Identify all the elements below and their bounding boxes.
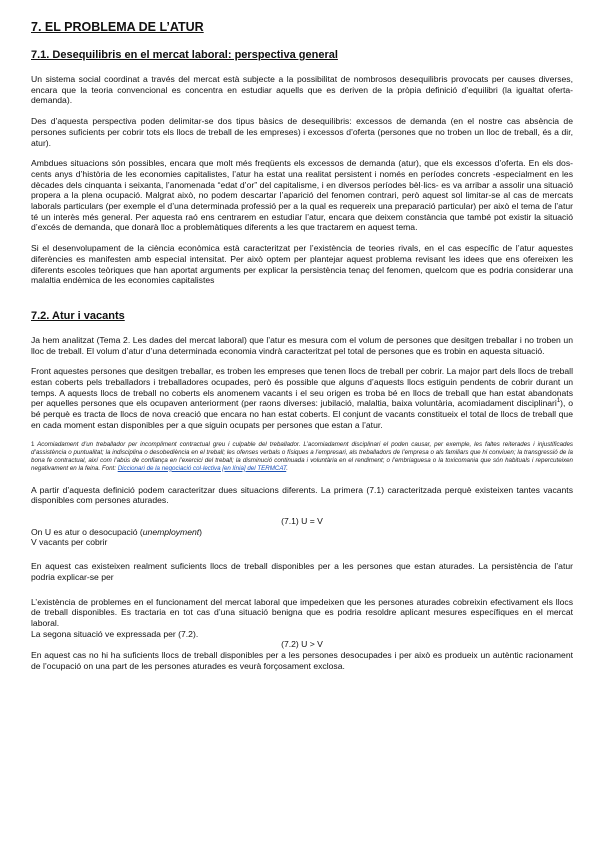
paragraph: En aquest cas no hi ha suficients llocs de treball disponibles per a les persones desocupades i per això es produeix un autèntic racionament de l’ocupació on una part de les persones aturades es veurà forçosament exclosa. — [31, 650, 573, 671]
chapter-title: 7. EL PROBLEMA DE L’ATUR — [31, 20, 204, 34]
definition-v: V vacants per cobrir — [31, 537, 108, 548]
paragraph-text: ), o bé perquè es tracta de llocs de nova creació que encara no han estat coberts. El conjunt de vacants constitueix el total de llocs de treball que en cada moment estan disponibles per a que siguin ocupats per persones que estan a l’atur. — [31, 398, 573, 430]
paragraph: Ambdues situacions són possibles, encara que molt més freqüents els excessos de demanda (atur), que els excessos d’oferta. En els dos-cents anys d’història de les economies capitalistes, l’atur ha estat una realitat persistent i només en períodes concrets -especialment en les dècades dels cinquanta i seixanta, l’anomenada “edat d’or” del capitalisme, i en diversos períodes bèl·lics- es va arribar a assolir una situació propera a la plena ocupació. Malgrat això, no podem descartar l’aparició del fenomen contrari, però aquest sol limitar-se al cas de mercats laborals particulars (per exemple el d’una determinada professió per a la qual es requereix una preparació particular) per això el tema de l’atur té un interès més general. Per aquesta raó ens centrarem en estudiar l’atur, encara que deixem constància que també pot existir la situació d’excés de demanda, que donarà lloc a problemàtiques diferents a les que tractarem en aquest tema. — [31, 158, 573, 233]
paragraph-text: Front aquestes persones que desitgen treballar, es troben les empreses que tenen llocs de treball per cobrir. La major part dels llocs de treball estan coberts pels treballadors i treballadores ocupades, però és possible que alguns d’aquests llocs estiguin pendents de cobrir durant un temps. A aquests llocs de treball no coberts els anomenem vacants i el seu origen es troba bé en llocs de treball que han estat abandonats per aquelles persones que els ocupaven anteriorment (per raons diverses: jubilació, malaltia, baixa voluntària, acomiadament disciplinari — [31, 366, 573, 409]
definition-u-term: unemployment — [142, 526, 200, 537]
formula-7-2: (7.2) U > V — [281, 639, 323, 650]
footnote-end: . — [286, 464, 288, 472]
footnote-link[interactable]: Diccionari de la negociació col·lectiva [en línia] del TERMCAT — [117, 464, 287, 472]
footnote-text: Acomiadament d’un treballador per incompliment contractual greu i culpable del treballador. L’acomiadament disciplinari el poden causar, per exemple, les faltes reiterades i injustificades d’assistència o puntualitat; la indisciplina o desobediència en el treball; les ofenses verbals o físiques a l’empresari, als treballadors de l’empresa o als familiars que hi conviuen; la transgressió de la bona fe contractual, així com l’abús de confiança en l’exercici del treball; la disminució continuada i voluntària en el rendiment; o l’embriaguesa o la toxicomania que són habituals i repercuteixen negativament en la feina. Font: — [31, 440, 573, 472]
section-heading-7-1: 7.1. Desequilibris en el mercat laboral: perspectiva general — [31, 49, 338, 61]
paragraph: Des d’aquesta perspectiva poden delimitar-se dos tipus bàsics de desequilibris: excessos de demanda (en el nostre cas absència de persones suficients per cobrir tots els llocs de treball de les empreses) i excessos d’oferta (persones que no troben un lloc de treball, és a dir, atur). — [31, 116, 573, 148]
definition-u-close: ) — [199, 526, 203, 537]
paragraph: L’existència de problemes en el funcionament del mercat laboral que impedeixen que les persones aturades cobreixin efectivament els llocs de treball disponibles. Es tractaria en tot cas d’una situació benigna que es podria resoldre aplicant mesures específiques en el mercat laboral. — [31, 596, 573, 628]
paragraph: La segona situació ve expressada per (7.2). — [31, 628, 199, 639]
definition-u-text: On U es atur o desocupació ( — [31, 526, 143, 537]
definition-u — [31, 527, 573, 538]
formula-7-1: (7.1) U = V — [281, 515, 323, 526]
footnote-number: 1 — [31, 440, 35, 448]
paragraph: En aquest cas existeixen realment suficients llocs de treball disponibles per a les persones que estan aturades. La persistència de l’atur podria explicar-se per — [31, 561, 573, 582]
document-page — [31, 20, 573, 681]
section-heading-7-2: 7.2. Atur i vacants — [31, 309, 125, 322]
footnote-marker: 1 — [556, 398, 561, 405]
paragraph — [31, 366, 573, 430]
paragraph: Ja hem analitzat (Tema 2. Les dades del mercat laboral) que l’atur es mesura com el volum de persones que desitgen treballar i no troben un lloc de treball. El volum d’atur d’una determinada economia vindrà caracteritzat pel total de persones que es trobin en aquesta situació. — [31, 334, 573, 356]
paragraph: A partir d’aquesta definició podem caracteritzar dues situacions diferents. La primera (7.1) caracteritzada perquè existeixen tantes vacants disponibles com persones aturades. — [31, 484, 573, 506]
footnote — [31, 441, 573, 473]
paragraph: Un sistema social coordinat a través del mercat està subjecte a la possibilitat de nombrosos desequilibris provocats per causes diverses, encara que la teoria convencional es concentra en estudiar aquells que es deriven de la pròpia definició d’equilibri (la igualtat oferta-demanda). — [31, 74, 573, 106]
paragraph: Si el desenvolupament de la ciència econòmica està caracteritzat per l’existència de teories rivals, en el cas específic de l’atur aquestes diferències es manifesten amb especial intensitat. Per això optem per plantejar aquest problema revisant les idees que ens ofereixen les diferents escoles teòriques que han aportat arguments per explicar la persistència tenaç del fenomen, quelcom que es podria considerar una malaltia endèmica de les economies capitalistes — [31, 243, 573, 286]
